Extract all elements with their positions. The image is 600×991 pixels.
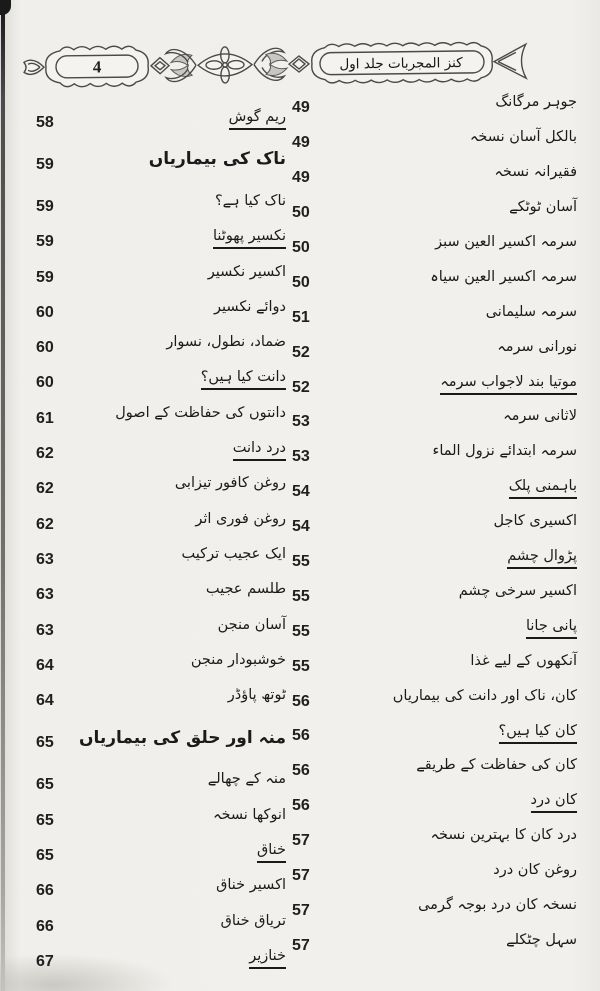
page-number: 64 bbox=[36, 656, 54, 674]
entry-title: اکسیر سرخی چشم bbox=[458, 582, 577, 599]
entry-title: اکسیری کاجل bbox=[493, 513, 577, 530]
entry-title-cell bbox=[328, 95, 584, 111]
toc-entry-row bbox=[22, 290, 288, 325]
page-number: 55 bbox=[292, 657, 310, 675]
entry-title-cell bbox=[68, 582, 288, 598]
entry-title: سرمہ ابتدائے نزول الماء bbox=[432, 443, 577, 460]
entry-title: جوہر مرگانگ bbox=[495, 94, 577, 111]
toc-entry-row bbox=[22, 502, 288, 537]
entry-title-cell bbox=[68, 949, 288, 965]
page-number: 59 bbox=[36, 155, 54, 173]
entry-title: لاثانی سرمہ bbox=[503, 408, 577, 425]
page-number: 64 bbox=[36, 692, 54, 710]
entry-title: خناق bbox=[257, 842, 286, 863]
toc-section-heading-row bbox=[22, 135, 288, 184]
toc-entry-row bbox=[22, 220, 288, 255]
entry-title-cell bbox=[328, 270, 584, 286]
page-number: 56 bbox=[292, 727, 310, 745]
page-number: 62 bbox=[36, 515, 54, 533]
toc-entry-row bbox=[288, 86, 584, 121]
entry-title: نسخہ کان درد بوجہ گرمی bbox=[418, 896, 577, 913]
toc-entry-row bbox=[22, 678, 288, 713]
entry-title: آسان منجن bbox=[217, 616, 286, 633]
entry-title: کان کیا ہیں؟ bbox=[499, 723, 578, 744]
entry-title-cell bbox=[328, 898, 584, 914]
page-number: 56 bbox=[292, 797, 310, 815]
entry-title: درد کان کا بہترین نسخہ bbox=[430, 827, 577, 844]
toc-entry-row bbox=[288, 400, 584, 435]
toc-section-heading-row bbox=[22, 714, 288, 763]
page-number: 52 bbox=[292, 343, 310, 361]
entry-title: پڑوال چشم bbox=[507, 548, 577, 569]
page-number: 57 bbox=[292, 901, 310, 919]
entry-title-cell bbox=[328, 619, 584, 635]
page-number: 50 bbox=[292, 273, 310, 291]
toc-entry-row bbox=[22, 467, 288, 502]
page-number: 56 bbox=[292, 762, 310, 780]
entry-title-cell bbox=[68, 110, 288, 126]
entry-title-cell bbox=[68, 441, 288, 457]
entry-title-cell bbox=[68, 370, 288, 386]
toc-entry-row bbox=[288, 749, 584, 784]
entry-title: سرمہ اکسیر العین سیاہ bbox=[430, 268, 577, 285]
page-number: 65 bbox=[36, 776, 54, 794]
toc-entry-row bbox=[288, 923, 584, 958]
section-heading-text: منہ اور حلق کی بیماریاں bbox=[78, 727, 286, 748]
toc-entry-row bbox=[288, 888, 584, 923]
page-number: 59 bbox=[36, 197, 54, 215]
toc-entry-row bbox=[22, 608, 288, 643]
entry-title-cell bbox=[68, 618, 288, 634]
toc-entry-row bbox=[288, 191, 584, 226]
diamond-finial-icon bbox=[151, 58, 169, 74]
entry-title: سرمہ اکسیر العین سبز bbox=[435, 234, 577, 251]
page-number: 59 bbox=[36, 268, 54, 286]
toc-entry-row bbox=[22, 763, 288, 798]
page-number: 52 bbox=[292, 378, 310, 396]
page-number: 54 bbox=[292, 518, 310, 536]
entry-title-cell bbox=[328, 933, 584, 949]
entry-title: انوکھا نسخہ bbox=[213, 806, 286, 823]
entry-title: آسان ٹوٹکے bbox=[509, 199, 577, 216]
entry-title-cell bbox=[68, 150, 288, 169]
entry-title: تریاق خناق bbox=[220, 912, 286, 929]
entry-title-cell bbox=[328, 584, 584, 600]
entry-title-cell bbox=[68, 406, 288, 422]
page-number: 53 bbox=[292, 413, 310, 431]
entry-title: درد دانت bbox=[233, 440, 286, 461]
toc-entry-row bbox=[22, 573, 288, 608]
entry-title: ناک کیا ہے؟ bbox=[214, 192, 286, 209]
entry-title: موتیا بند لاجواب سرمہ bbox=[440, 374, 577, 395]
page-number: 49 bbox=[292, 169, 310, 187]
entry-title: ریم گوش bbox=[229, 109, 286, 130]
entry-title-cell bbox=[328, 828, 584, 844]
entry-title-cell bbox=[68, 772, 288, 788]
entry-title: نورانی سرمہ bbox=[497, 338, 577, 355]
toc-entry-row bbox=[288, 156, 584, 191]
entry-title-cell bbox=[328, 514, 584, 530]
entry-title: اکسیر نکسیر bbox=[207, 263, 286, 280]
page-number: 57 bbox=[292, 832, 310, 850]
page-number: 49 bbox=[292, 134, 310, 152]
entry-title: آنکھوں کے لیے غذا bbox=[470, 652, 577, 669]
page-number: 66 bbox=[36, 917, 54, 935]
page-number: 65 bbox=[36, 811, 54, 829]
entry-title: خنازیر bbox=[249, 948, 286, 969]
entry-title-cell bbox=[68, 229, 288, 245]
page-number: 63 bbox=[36, 621, 54, 639]
entry-title: روغن فوری اثر bbox=[195, 510, 286, 527]
toc-entry-row bbox=[288, 470, 584, 505]
page-number: 60 bbox=[36, 339, 54, 357]
page-number: 57 bbox=[292, 867, 310, 885]
page-number: 61 bbox=[36, 409, 54, 427]
entry-title-cell bbox=[68, 843, 288, 859]
toc-entry-row bbox=[288, 574, 584, 609]
toc-entry-row bbox=[22, 869, 288, 904]
entry-title-cell bbox=[328, 479, 584, 495]
entry-title: دانتوں کی حفاظت کے اصول bbox=[115, 404, 286, 421]
toc-entry-row bbox=[22, 325, 288, 360]
entry-title: منہ کے چھالے bbox=[207, 771, 286, 788]
page-number: 59 bbox=[36, 233, 54, 251]
entry-title: سرمہ سلیمانی bbox=[485, 303, 577, 320]
toc-entry-row bbox=[288, 784, 584, 819]
toc-entry-row bbox=[22, 643, 288, 678]
entry-title-cell bbox=[328, 549, 584, 565]
page-number: 54 bbox=[292, 483, 310, 501]
entry-title-cell bbox=[328, 654, 584, 670]
page-number: 63 bbox=[36, 586, 54, 604]
entry-title-cell bbox=[68, 476, 288, 492]
title-cartouche bbox=[312, 42, 493, 83]
page-number: 57 bbox=[292, 936, 310, 954]
entry-title-cell bbox=[328, 793, 584, 809]
toc-entry-row bbox=[288, 260, 584, 295]
entry-title-cell bbox=[328, 305, 584, 321]
entry-title-cell bbox=[328, 130, 584, 146]
entry-title-cell bbox=[68, 808, 288, 824]
entry-title-cell bbox=[328, 165, 584, 181]
entry-title: سہل چٹکلے bbox=[506, 931, 577, 948]
toc-column-right bbox=[288, 86, 584, 958]
entry-title: فقیرانہ نسخہ bbox=[494, 164, 577, 181]
page-number: 62 bbox=[36, 445, 54, 463]
toc-entry-row bbox=[288, 295, 584, 330]
toc-entry-row bbox=[288, 609, 584, 644]
entry-title-cell bbox=[68, 729, 288, 748]
toc-entry-row bbox=[22, 537, 288, 572]
toc-entry-row bbox=[288, 819, 584, 854]
toc-entry-row bbox=[22, 833, 288, 868]
toc-entry-row bbox=[22, 361, 288, 396]
toc-entry-row bbox=[22, 431, 288, 466]
toc-entry-row bbox=[22, 904, 288, 939]
entry-title-cell bbox=[68, 547, 288, 563]
page-number: 49 bbox=[292, 99, 310, 117]
entry-title: روغن کافور تیزابی bbox=[174, 475, 286, 492]
page-number: 60 bbox=[36, 303, 54, 321]
book-title: کنز المجربات جلد اول bbox=[339, 55, 463, 73]
entry-title-cell bbox=[328, 863, 584, 879]
entry-title: باہمنی پلک bbox=[509, 478, 577, 499]
entry-title-cell bbox=[328, 200, 584, 216]
entry-title: ایک عجیب ترکیب bbox=[181, 545, 286, 562]
left-finial-icon bbox=[24, 60, 44, 74]
toc-entry-row bbox=[22, 100, 288, 135]
scan-corner-mark bbox=[0, 0, 11, 15]
entry-title-cell bbox=[68, 914, 288, 930]
page-number: 55 bbox=[292, 553, 310, 571]
page-number: 50 bbox=[292, 239, 310, 256]
page-number-cartouche bbox=[46, 46, 149, 87]
entry-title: بالکل آسان نسخہ bbox=[469, 129, 577, 146]
entry-title: دانت کیا ہیں؟ bbox=[201, 369, 286, 390]
toc-entry-row bbox=[288, 854, 584, 889]
entry-title-cell bbox=[68, 878, 288, 894]
entry-title: دوائے نکسیر bbox=[214, 298, 286, 315]
toc-entry-row bbox=[288, 714, 584, 749]
entry-title-cell bbox=[328, 409, 584, 425]
entry-title: خوشبودار منجن bbox=[190, 651, 286, 668]
page-number: 60 bbox=[36, 374, 54, 392]
entry-title-cell bbox=[68, 300, 288, 316]
entry-title: روغن کان درد bbox=[493, 862, 577, 879]
page-number: 66 bbox=[36, 882, 54, 900]
entry-title-cell bbox=[68, 194, 288, 210]
page-number: 65 bbox=[36, 846, 54, 864]
entry-title-cell bbox=[68, 512, 288, 528]
toc-entry-row bbox=[288, 679, 584, 714]
toc-entry-row bbox=[288, 505, 584, 540]
entry-title: ٹوتھ پاؤڈر bbox=[227, 687, 286, 704]
scan-edge-line bbox=[1, 0, 5, 991]
entry-title-cell bbox=[328, 444, 584, 460]
toc-entry-row bbox=[288, 365, 584, 400]
toc-entry-row bbox=[288, 644, 584, 679]
entry-title: کان درد bbox=[531, 792, 578, 813]
toc-entry-row bbox=[288, 540, 584, 575]
toc-entry-row bbox=[22, 396, 288, 431]
toc-column-left bbox=[22, 100, 288, 975]
toc-entry-row bbox=[288, 330, 584, 365]
page-number: 55 bbox=[292, 622, 310, 640]
entry-title: کان کی حفاظت کے طریقے bbox=[416, 757, 577, 774]
entry-title-cell bbox=[68, 335, 288, 351]
entry-title: اکسیر خناق bbox=[216, 877, 286, 894]
entry-title-cell bbox=[328, 375, 584, 391]
diamond-finial-icon bbox=[289, 56, 309, 72]
toc-entry-row bbox=[22, 798, 288, 833]
header-page-number: 4 bbox=[92, 57, 102, 77]
section-heading-text: ناک کی بیماریاں bbox=[148, 149, 286, 170]
toc-entry-row bbox=[22, 255, 288, 290]
toc-entry-row bbox=[288, 121, 584, 156]
toc-entry-row bbox=[22, 184, 288, 219]
toc-entry-row bbox=[22, 939, 288, 974]
page-number: 58 bbox=[36, 113, 54, 131]
entry-title-cell bbox=[328, 340, 584, 356]
entry-title-cell bbox=[328, 724, 584, 740]
entry-title: کان، ناک اور دانت کی بیماریاں bbox=[392, 687, 577, 704]
entry-title: طلسم عجیب bbox=[205, 581, 286, 598]
entry-title: ضماد، نطول، نسوار bbox=[166, 334, 286, 351]
entry-title-cell bbox=[68, 688, 288, 704]
page-number: 53 bbox=[292, 448, 310, 466]
entry-title: نکسیر پھوٹنا bbox=[213, 228, 286, 249]
page-number: 63 bbox=[36, 550, 54, 568]
page-number: 51 bbox=[292, 308, 310, 326]
page-number: 67 bbox=[36, 952, 54, 970]
page-number: 56 bbox=[292, 692, 310, 710]
entry-title: پانی جانا bbox=[526, 618, 577, 639]
toc-entry-row bbox=[288, 226, 584, 261]
entry-title-cell bbox=[328, 689, 584, 705]
page-number: 65 bbox=[36, 734, 54, 752]
floral-ornament-icon bbox=[166, 46, 287, 83]
page-number: 62 bbox=[36, 480, 54, 498]
toc-entry-row bbox=[288, 435, 584, 470]
entry-title-cell bbox=[328, 235, 584, 251]
entry-title-cell bbox=[68, 265, 288, 281]
page-number: 55 bbox=[292, 587, 310, 605]
page-number: 50 bbox=[292, 204, 310, 222]
entry-title-cell bbox=[328, 758, 584, 774]
entry-title-cell bbox=[68, 653, 288, 669]
arrow-finial-icon bbox=[494, 44, 526, 78]
